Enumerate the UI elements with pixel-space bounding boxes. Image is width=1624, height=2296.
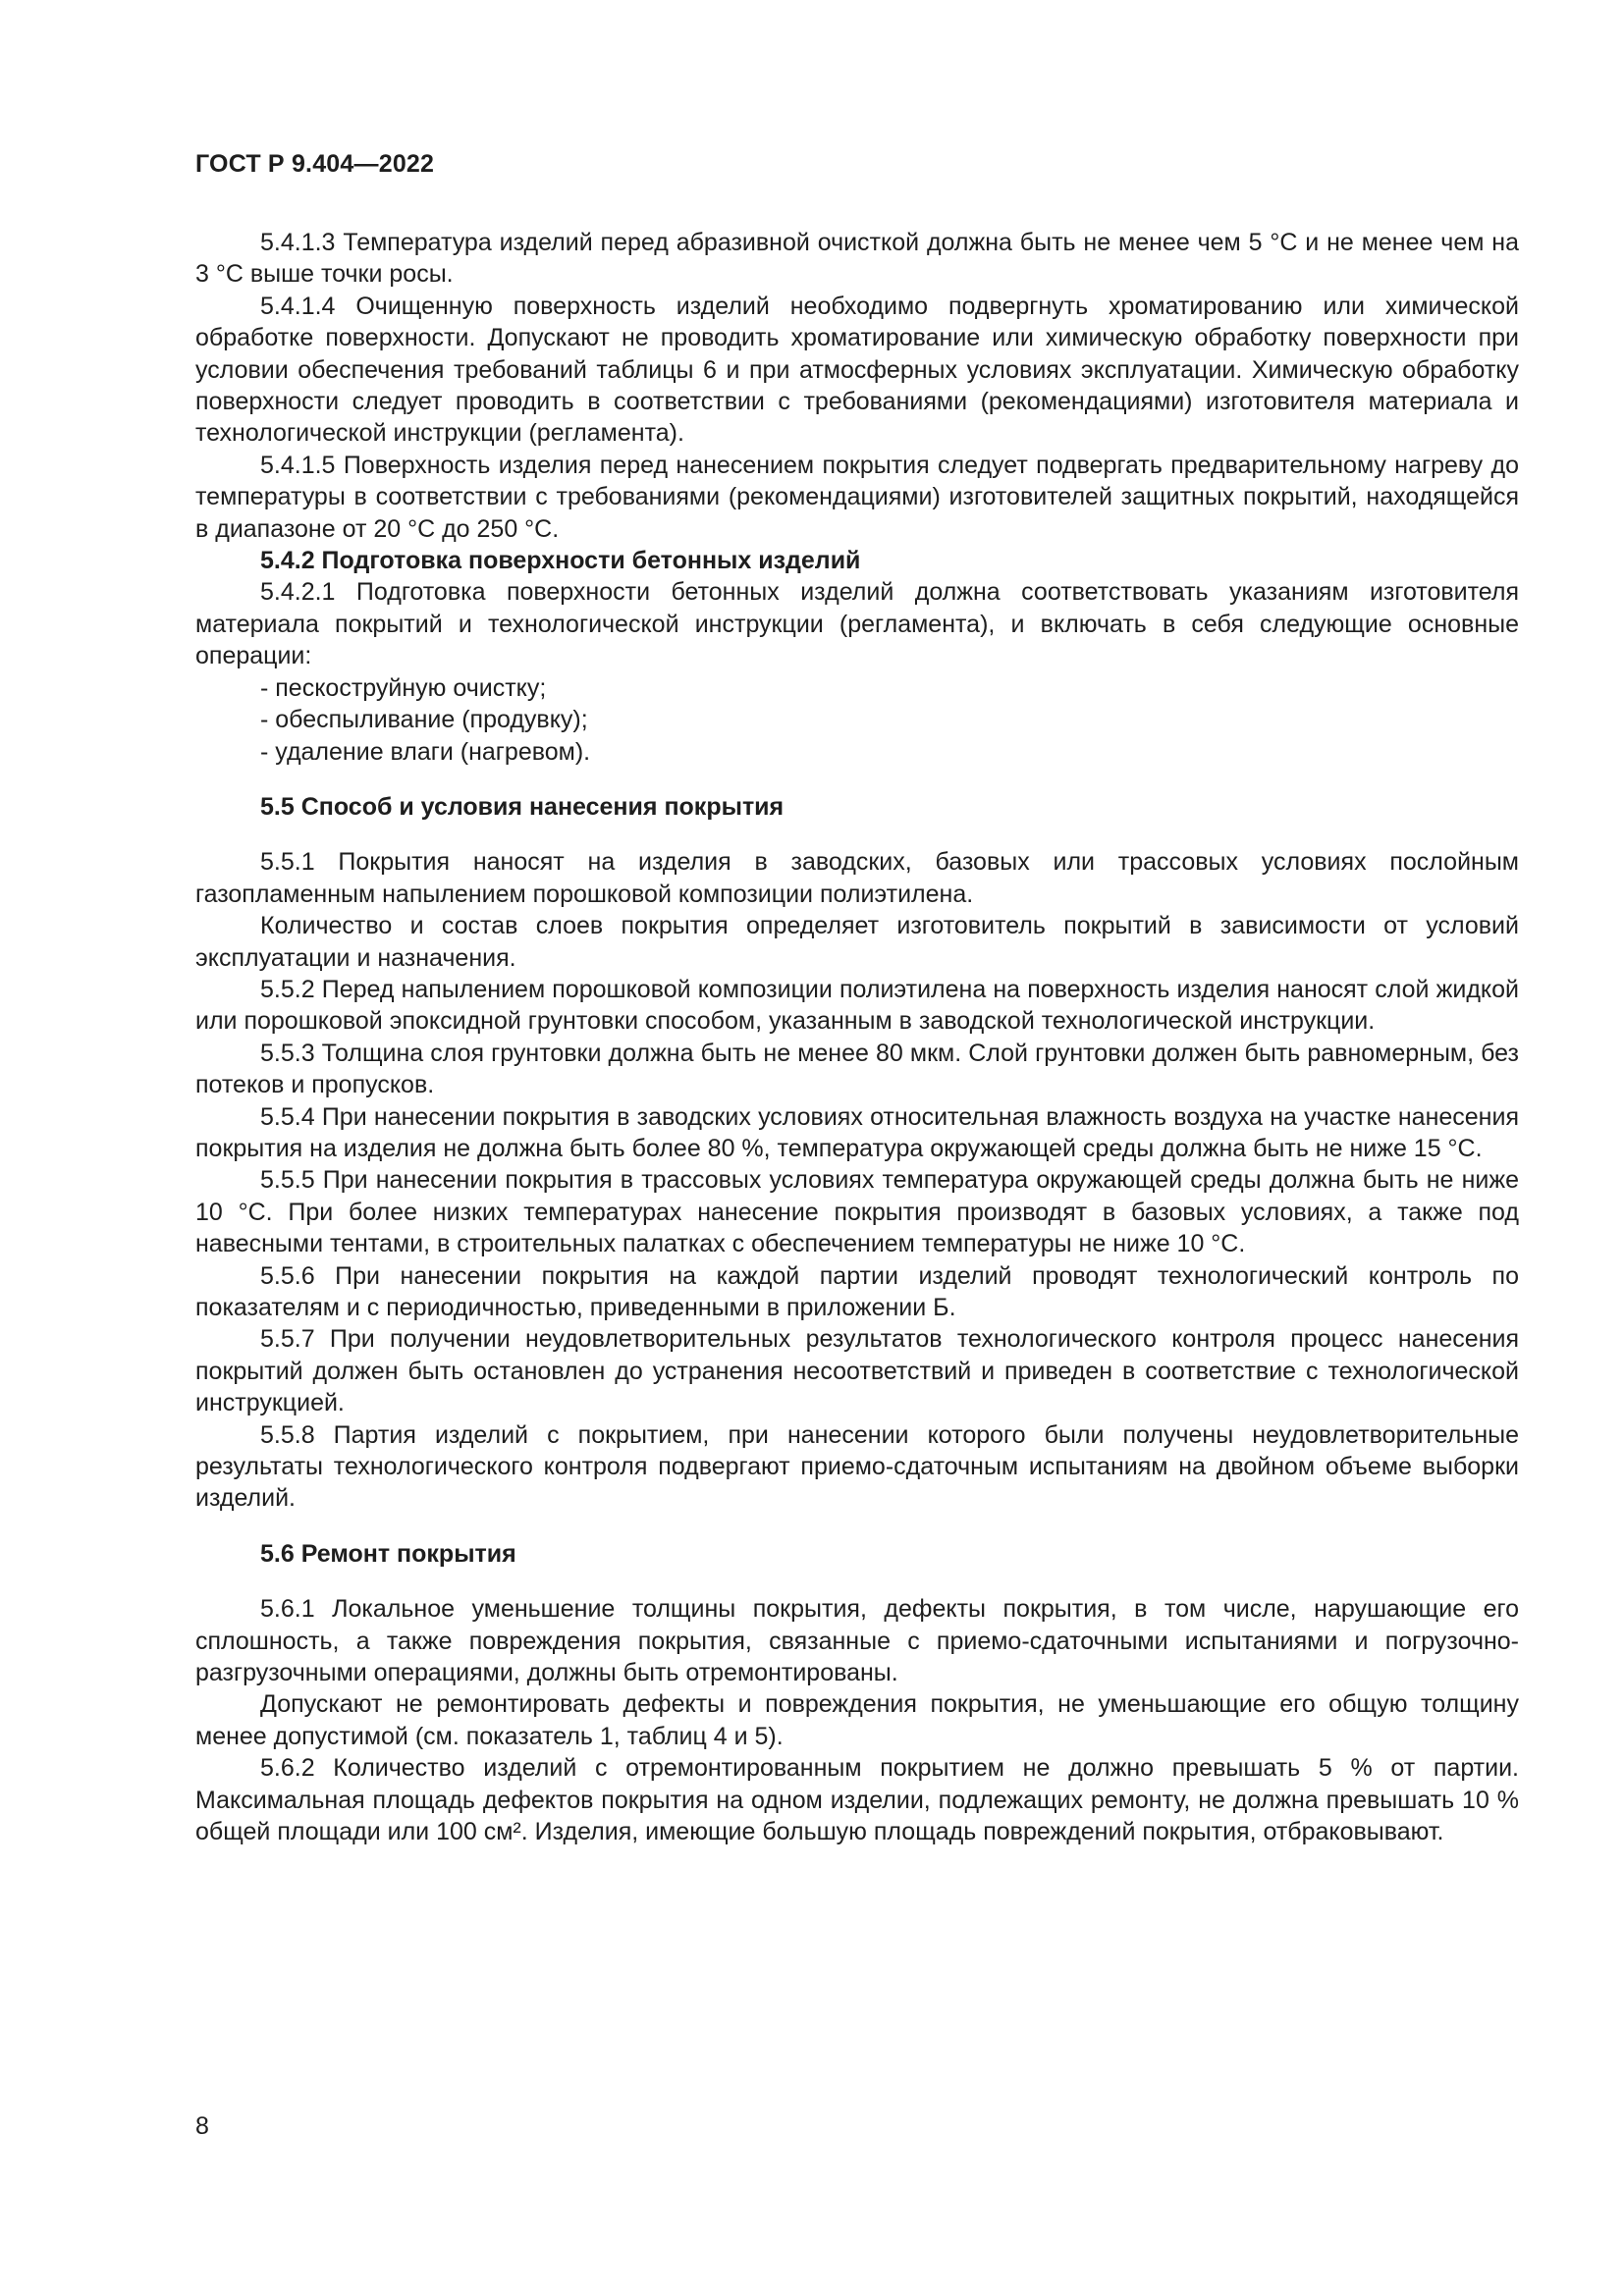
paragraph-5-4-1-4: 5.4.1.4 Очищенную поверхность изделий необходимо подвергнуть хроматированию или химической обработке поверхности. Допускают не проводить хроматирование или химическую обработку поверхности при условии обеспечения требований таблицы 6 и при атмосферных условиях эксплуатации. Химическую обработку поверхности следует проводить в соответствии с требованиями (рекомендациями) изготовителя материала и технологической инструкции (регламента).	[195, 292, 1519, 448]
page-number: 8	[195, 2112, 209, 2140]
paragraph-5-5-5: 5.5.5 При нанесении покрытия в трассовых условиях температура окружающей среды должна быть не ниже 10 °С. При более низких температурах нанесение покрытия производят в базовых условиях, а также под навесными тентами, в строительных палатках с обеспечением температуры не ниже 10 °С.	[195, 1166, 1519, 1258]
paragraph-layers: Количество и состав слоев покрытия определяет изготовитель покрытий в зависимости от условий эксплуатации и назначения.	[195, 912, 1519, 972]
list-item: - пескоструйную очистку;	[260, 673, 547, 702]
list-item: - обеспыливание (продувку);	[260, 706, 588, 734]
document-header: ГОСТ Р 9.404—2022	[195, 150, 435, 178]
paragraph-5-4-1-5: 5.4.1.5 Поверхность изделия перед нанесением покрытия следует подвергать предварительному нагреву до температуры в соответствии с требованиями (рекомендациями) изготовителей защитных покрытий, находящейся в диапазоне от 20 °С до 250 °С.	[195, 451, 1519, 543]
section-heading-5-6: 5.6 Ремонт покрытия	[260, 1539, 516, 1568]
paragraph-5-5-7: 5.5.7 При получении неудовлетворительных результатов технологического контроля процесс нанесения покрытий должен быть остановлен до устранения несоответствий и приведен в соответствие с технологической инструкцией.	[195, 1325, 1519, 1417]
paragraph-repair-allowance: Допускают не ремонтировать дефекты и повреждения покрытия, не уменьшающие его общую толщину менее допустимой (см. показатель 1, таблиц 4 и 5).	[195, 1690, 1519, 1750]
subsection-heading-5-4-2: 5.4.2 Подготовка поверхности бетонных изделий	[260, 547, 861, 575]
paragraph-5-4-2-1: 5.4.2.1 Подготовка поверхности бетонных изделий должна соответствовать указаниям изготовителя материала покрытий и технологической инструкции (регламента), и включать в себя следующие основные операции:	[195, 578, 1519, 670]
document-body	[195, 227, 1519, 1848]
paragraph-5-5-1: 5.5.1 Покрытия наносят на изделия в заводских, базовых или трассовых условиях послойным газопламенным напылением порошковой композиции полиэтилена.	[195, 848, 1519, 908]
paragraph-5-4-1-3: 5.4.1.3 Температура изделий перед абразивной очисткой должна быть не менее чем 5 °С и не менее чем на 3 °С выше точки росы.	[195, 229, 1519, 289]
paragraph-5-5-4: 5.5.4 При нанесении покрытия в заводских условиях относительная влажность воздуха на участке нанесения покрытия на изделия не должна быть более 80 %, температура окружающей среды должна быть не ниже 15 °С.	[195, 1102, 1519, 1162]
paragraph-5-5-3: 5.5.3 Толщина слоя грунтовки должна быть не менее 80 мкм. Слой грунтовки должен быть равномерным, без потеков и пропусков.	[195, 1039, 1519, 1099]
paragraph-5-6-1: 5.6.1 Локальное уменьшение толщины покрытия, дефекты покрытия, в том числе, нарушающие его сплошность, а также повреждения покрытия, связанные с приемо-сдаточными испытаниями и погрузочно-разгрузочными операциями, должны быть отремонтированы.	[195, 1595, 1519, 1687]
paragraph-5-6-2: 5.6.2 Количество изделий с отремонтированным покрытием не должно превышать 5 % от партии. Максимальная площадь дефектов покрытия на одном изделии, подлежащих ремонту, не должна превышать 10 % общей площади или 100 см². Изделия, имеющие большую площадь повреждений покрытия, отбраковывают.	[195, 1754, 1519, 1846]
paragraph-5-5-2: 5.5.2 Перед напылением порошковой композиции полиэтилена на поверхность изделия наносят слой жидкой или порошковой эпоксидной грунтовки способом, указанным в заводской технологической инструкции.	[195, 975, 1519, 1036]
list-item: - удаление влаги (нагревом).	[260, 737, 591, 766]
paragraph-5-5-8: 5.5.8 Партия изделий с покрытием, при нанесении которого были получены неудовлетворительные результаты технологического контроля подвергают приемо-сдаточным испытаниям на двойном объеме выборки изделий.	[195, 1420, 1519, 1513]
paragraph-5-5-6: 5.5.6 При нанесении покрытия на каждой партии изделий проводят технологический контроль по показателям и с периодичностью, приведенными в приложении Б.	[195, 1261, 1519, 1321]
section-heading-5-5: 5.5 Способ и условия нанесения покрытия	[260, 792, 785, 821]
